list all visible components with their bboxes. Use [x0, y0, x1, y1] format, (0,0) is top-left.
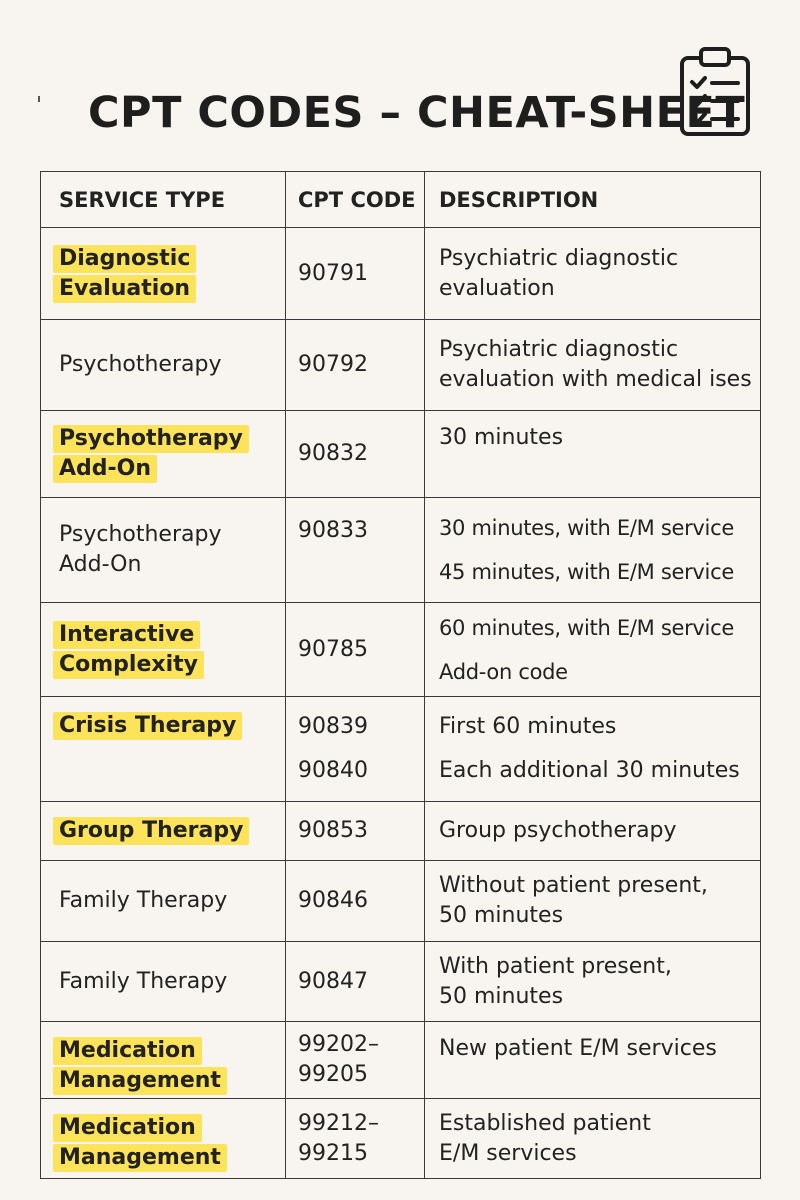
- description-text: Psychiatric diagnostic: [439, 245, 679, 271]
- service-type-cell: [41, 603, 286, 697]
- highlighted-service-label: Group Therapy: [53, 817, 249, 845]
- cpt-code-value: 90847: [298, 968, 368, 994]
- table-row: [41, 603, 761, 697]
- cpt-code-value: 90832: [298, 441, 368, 466]
- service-type-cell: [41, 1022, 286, 1099]
- highlighted-service-label: Management: [53, 1067, 227, 1095]
- line-spacer: [439, 742, 758, 756]
- cpt-code-value: 90792: [298, 352, 368, 377]
- service-type-label: [59, 274, 271, 304]
- table-row: [41, 320, 761, 411]
- service-type-cell: [41, 1099, 286, 1179]
- description-text: First 60 minutes: [439, 714, 617, 739]
- service-type-label: [59, 1143, 271, 1173]
- table-row: [41, 697, 761, 802]
- highlighted-service-label: Complexity: [53, 651, 204, 679]
- cpt-code-value: 99202–: [298, 1032, 379, 1057]
- service-type-label: Add-On: [59, 552, 142, 577]
- cpt-code-value: 90833: [298, 518, 368, 543]
- cpt-code-cell: [286, 1099, 425, 1179]
- description-cell: [425, 1099, 761, 1179]
- cpt-code-cell: [286, 802, 425, 861]
- service-type-label: Psychotherapy: [59, 522, 222, 547]
- clipboard-checklist-icon: [676, 44, 754, 138]
- service-type-label: [59, 1036, 271, 1066]
- service-type-label: Family Therapy: [59, 968, 228, 994]
- table-row: [41, 942, 761, 1022]
- line-spacer: [439, 543, 758, 557]
- cpt-code-value: 90853: [298, 818, 368, 843]
- description-text: evaluation: [439, 275, 555, 301]
- service-type-label: [59, 1113, 271, 1143]
- cpt-code-cell: [286, 861, 425, 942]
- service-type-label: [59, 454, 271, 484]
- description-cell: [425, 498, 761, 603]
- cpt-codes-table: [40, 171, 761, 1179]
- cpt-code-value: 90785: [298, 636, 368, 662]
- description-text: evaluation with medical ises: [439, 367, 752, 392]
- cpt-code-cell: [286, 603, 425, 697]
- highlighted-service-label: Medication: [53, 1114, 202, 1142]
- cpt-code-value: 90839: [298, 714, 368, 739]
- service-type-cell: [41, 498, 286, 603]
- service-type-label: Psychotherapy: [59, 352, 222, 377]
- line-spacer: [439, 643, 758, 657]
- highlighted-service-label: Management: [53, 1144, 227, 1172]
- header-description: DESCRIPTION: [425, 172, 761, 228]
- cpt-code-value: 90846: [298, 888, 368, 913]
- description-cell: [425, 942, 761, 1022]
- description-cell: [425, 411, 761, 498]
- service-type-cell: [41, 861, 286, 942]
- table-row: [41, 861, 761, 942]
- service-type-label: [59, 424, 271, 454]
- description-text: New patient E/M services: [439, 1036, 717, 1061]
- service-type-cell: [41, 942, 286, 1022]
- service-type-label: [59, 650, 271, 680]
- page-mark: [38, 96, 40, 102]
- service-type-label: [59, 816, 271, 846]
- description-cell: [425, 861, 761, 942]
- description-text: 45 minutes, with E/M service: [439, 560, 734, 584]
- line-spacer: [298, 742, 420, 756]
- service-type-label: [59, 244, 271, 274]
- description-text: 30 minutes: [439, 425, 564, 450]
- cpt-code-cell: [286, 411, 425, 498]
- service-type-cell: [41, 697, 286, 802]
- highlighted-service-label: Diagnostic: [53, 245, 196, 273]
- cpt-code-cell: [286, 942, 425, 1022]
- table-row: [41, 802, 761, 861]
- cpt-code-cell: [286, 498, 425, 603]
- description-text: E/M services: [439, 1140, 577, 1166]
- description-text: Group psychotherapy: [439, 818, 677, 843]
- cpt-code-value: 99205: [298, 1062, 368, 1087]
- description-text: 30 minutes, with E/M service: [439, 516, 734, 540]
- service-type-cell: [41, 802, 286, 861]
- description-text: Established patient: [439, 1110, 651, 1136]
- table-header-row: [41, 172, 761, 228]
- service-type-cell: [41, 320, 286, 411]
- page-title: CPT CODES – CHEAT-SHEET: [88, 88, 746, 138]
- description-cell: [425, 228, 761, 320]
- service-type-label: [59, 1066, 271, 1096]
- header-cpt-code: CPT CODE: [286, 172, 425, 228]
- description-cell: [425, 697, 761, 802]
- cpt-code-cell: [286, 320, 425, 411]
- description-text: With patient present,: [439, 953, 672, 979]
- description-cell: [425, 603, 761, 697]
- highlighted-service-label: Interactive: [53, 621, 200, 649]
- description-text: 60 minutes, with E/M service: [439, 615, 734, 640]
- table-row: [41, 228, 761, 320]
- description-text: Add-on code: [439, 659, 568, 684]
- cpt-code-value: 90791: [298, 260, 368, 286]
- description-cell: [425, 1022, 761, 1099]
- highlighted-service-label: Add-On: [53, 455, 157, 483]
- table-row: [41, 411, 761, 498]
- description-text: 50 minutes: [439, 983, 564, 1009]
- description-text: 50 minutes: [439, 903, 564, 928]
- highlighted-service-label: Crisis Therapy: [53, 712, 242, 740]
- cpt-code-value: 99215: [298, 1140, 368, 1166]
- description-text: Each additional 30 minutes: [439, 758, 740, 783]
- highlighted-service-label: Evaluation: [53, 275, 196, 303]
- description-text: Without patient present,: [439, 873, 708, 898]
- cpt-code-value: 99212–: [298, 1110, 379, 1136]
- highlighted-service-label: Psychotherapy: [53, 425, 249, 453]
- cpt-code-cell: [286, 697, 425, 802]
- highlighted-service-label: Medication: [53, 1037, 202, 1065]
- table-row: [41, 498, 761, 603]
- description-text: Psychiatric diagnostic: [439, 337, 679, 362]
- service-type-cell: [41, 411, 286, 498]
- service-type-label: [59, 711, 271, 741]
- cpt-code-cell: [286, 228, 425, 320]
- service-type-label: Family Therapy: [59, 888, 228, 913]
- cpt-code-cell: [286, 1022, 425, 1099]
- service-type-cell: [41, 228, 286, 320]
- description-cell: [425, 320, 761, 411]
- header-service-type: SERVICE TYPE: [41, 172, 286, 228]
- service-type-label: [59, 620, 271, 650]
- cpt-code-value: 90840: [298, 758, 368, 783]
- table-row: [41, 1022, 761, 1099]
- table-row: [41, 1099, 761, 1179]
- description-cell: [425, 802, 761, 861]
